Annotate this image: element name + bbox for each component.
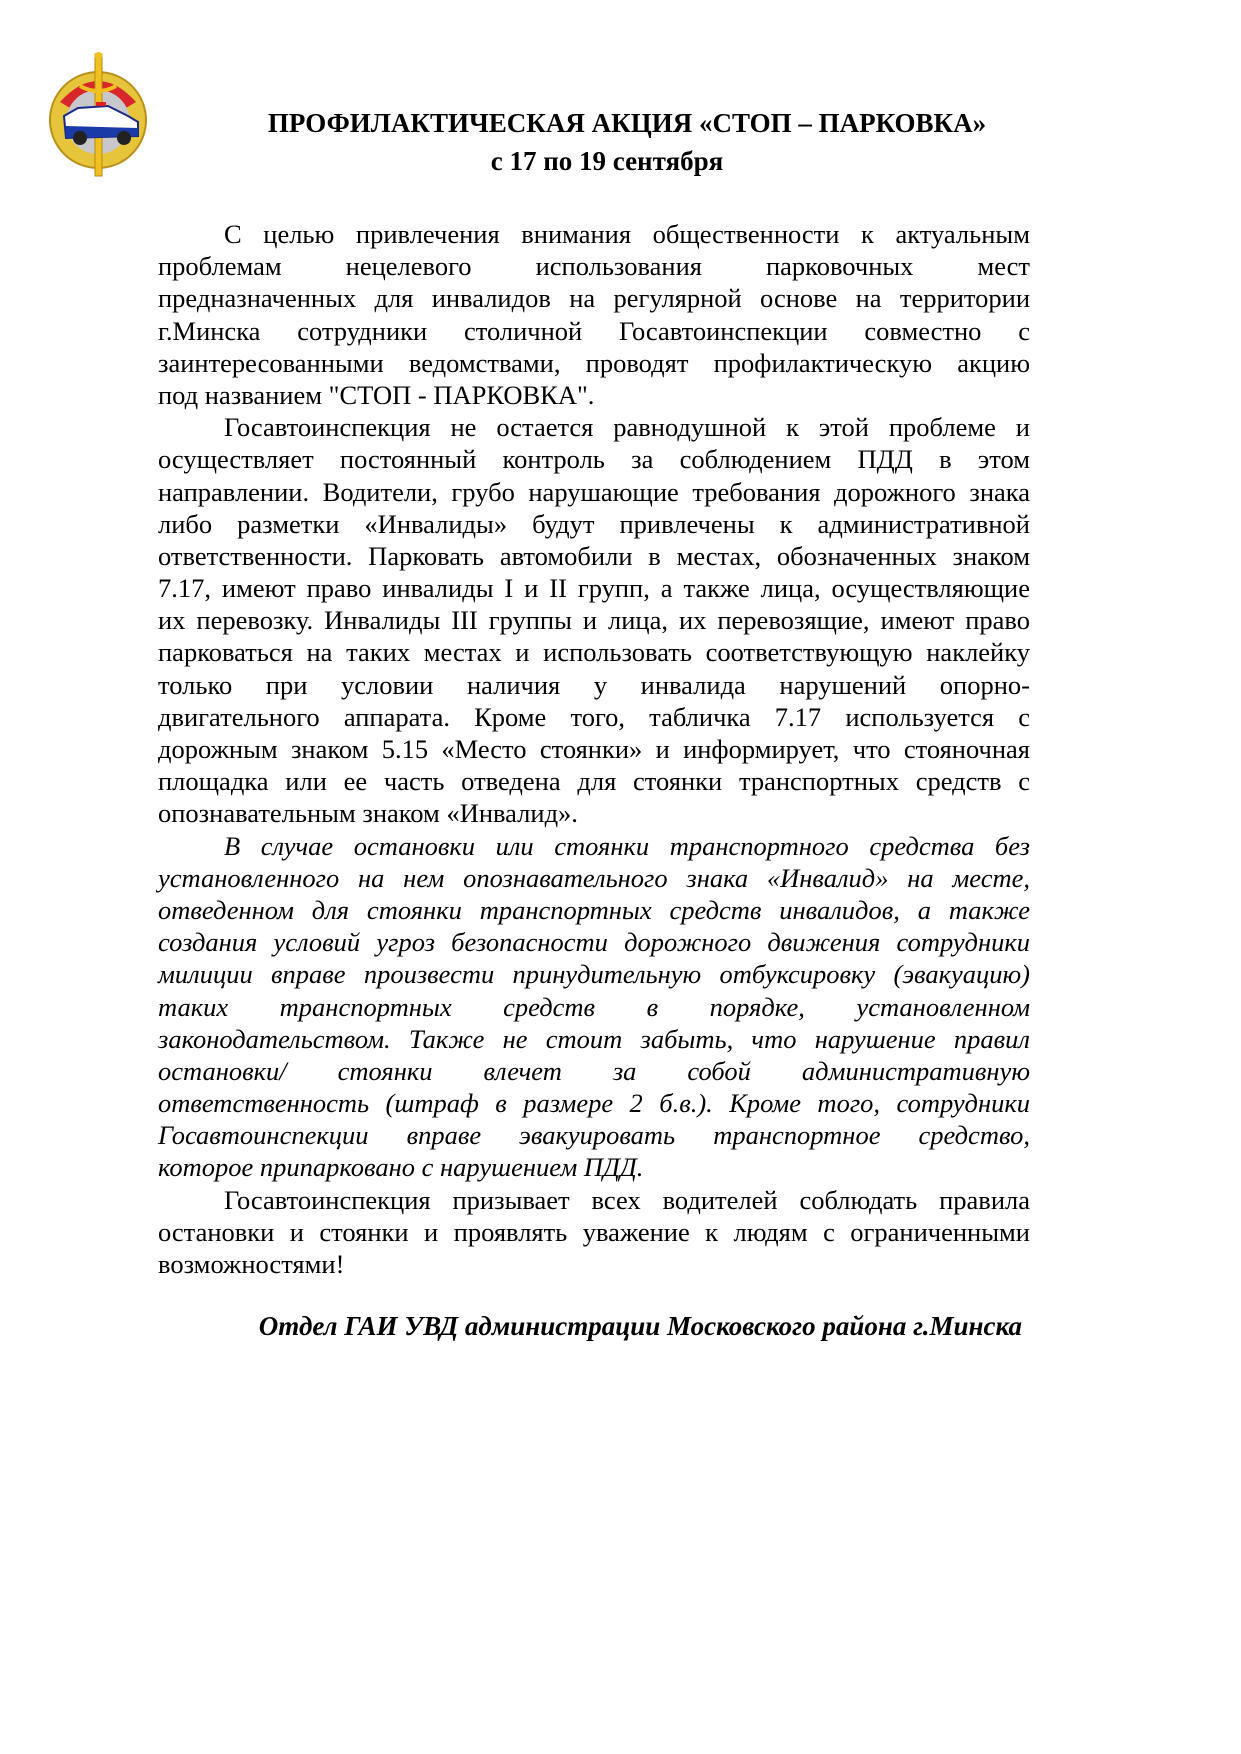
- text-line: остановки и стоянки и проявлять уважение к людям с ограниченными: [158, 1216, 1030, 1247]
- text-line: опознавательным знаком «Инвалид».: [158, 798, 578, 829]
- text-line: под названием "СТОП - ПАРКОВКА".: [158, 379, 595, 410]
- text-line: Госавтоинспекция призывает всех водителей соблюдать правила: [224, 1184, 1030, 1215]
- text-line: заинтересованными ведомствами, проводят профилактическую акцию: [158, 347, 1030, 378]
- text-line: С целью привлечения внимания общественности к актуальным: [224, 219, 1030, 249]
- text-line: остановки/ стоянки влечет за собой административную: [158, 1055, 1030, 1086]
- text-line: установленного на нем опознавательного знака «Инвалид» на месте,: [158, 862, 1030, 893]
- signature: Отдел ГАИ УВД администрации Московского района г.Минска: [258, 1311, 1022, 1341]
- document-body: [158, 218, 1030, 1280]
- text-line: осуществляет постоянный контроль за соблюдением ПДД в этом: [158, 444, 1030, 475]
- paragraph: [158, 830, 1030, 1184]
- text-line: предназначенных для инвалидов на регулярной основе на территории: [158, 283, 1030, 314]
- text-line: г.Минска сотрудники столичной Госавтоинспекции совместно с: [158, 315, 1030, 346]
- text-line: создания условий угроз безопасности дорожного движения сотрудники: [158, 927, 1030, 958]
- text-line: двигательного аппарата. Кроме того, табличка 7.17 используется с: [158, 701, 1030, 732]
- text-line: парковаться на таких местах и использовать соответствующую наклейку: [158, 637, 1030, 668]
- text-line: милиции вправе произвести принудительную отбуксировку (эвакуацию): [158, 959, 1030, 990]
- text-line: В случае остановки или стоянки транспортного средства без: [224, 830, 1030, 861]
- paragraph: [158, 1184, 1030, 1281]
- paragraph: [158, 411, 1030, 829]
- text-line: таких транспортных средств в порядке, установленном: [158, 991, 1030, 1022]
- text-line: которое припарковано с нарушением ПДД.: [158, 1152, 644, 1183]
- text-line: отведенном для стоянки транспортных средств инвалидов, а также: [158, 894, 1030, 925]
- document-dates: с 17 по 19 сентября: [490, 146, 724, 176]
- text-line: Госавтоинспекция не остается равнодушной к этой проблеме и: [224, 412, 1030, 443]
- text-line: направлении. Водители, грубо нарушающие требования дорожного знака: [158, 476, 1030, 507]
- text-line: Госавтоинспекции вправе эвакуировать транспортное средство,: [158, 1120, 1030, 1151]
- text-line: 7.17, имеют право инвалиды I и II групп, а также лица, осуществляющие: [158, 573, 1030, 604]
- text-line: возможностями!: [158, 1249, 345, 1279]
- paragraph: [158, 218, 1030, 411]
- text-line: только при условии наличия у инвалида нарушений опорно-: [158, 669, 1030, 700]
- text-line: их перевозку. Инвалиды III группы и лица, их перевозящие, имеют право: [158, 605, 1030, 636]
- text-line: ответственность (штраф в размере 2 б.в.). Кроме того, сотрудники: [158, 1088, 1030, 1119]
- text-line: законодательством. Также не стоит забыть, что нарушение правил: [158, 1023, 1030, 1054]
- gai-emblem-logo: [46, 50, 150, 178]
- document-title: ПРОФИЛАКТИЧЕСКАЯ АКЦИЯ «СТОП – ПАРКОВКА»: [267, 108, 987, 138]
- text-line: ответственности. Парковать автомобили в местах, обозначенных знаком: [158, 540, 1030, 571]
- text-line: площадка или ее часть отведена для стоянки транспортных средств с: [158, 766, 1030, 797]
- text-line: проблемам нецелевого использования парковочных мест: [158, 251, 1030, 282]
- text-line: дорожным знаком 5.15 «Место стоянки» и информирует, что стояночная: [158, 734, 1030, 764]
- text-line: либо разметки «Инвалиды» будут привлечены к административной: [158, 508, 1030, 539]
